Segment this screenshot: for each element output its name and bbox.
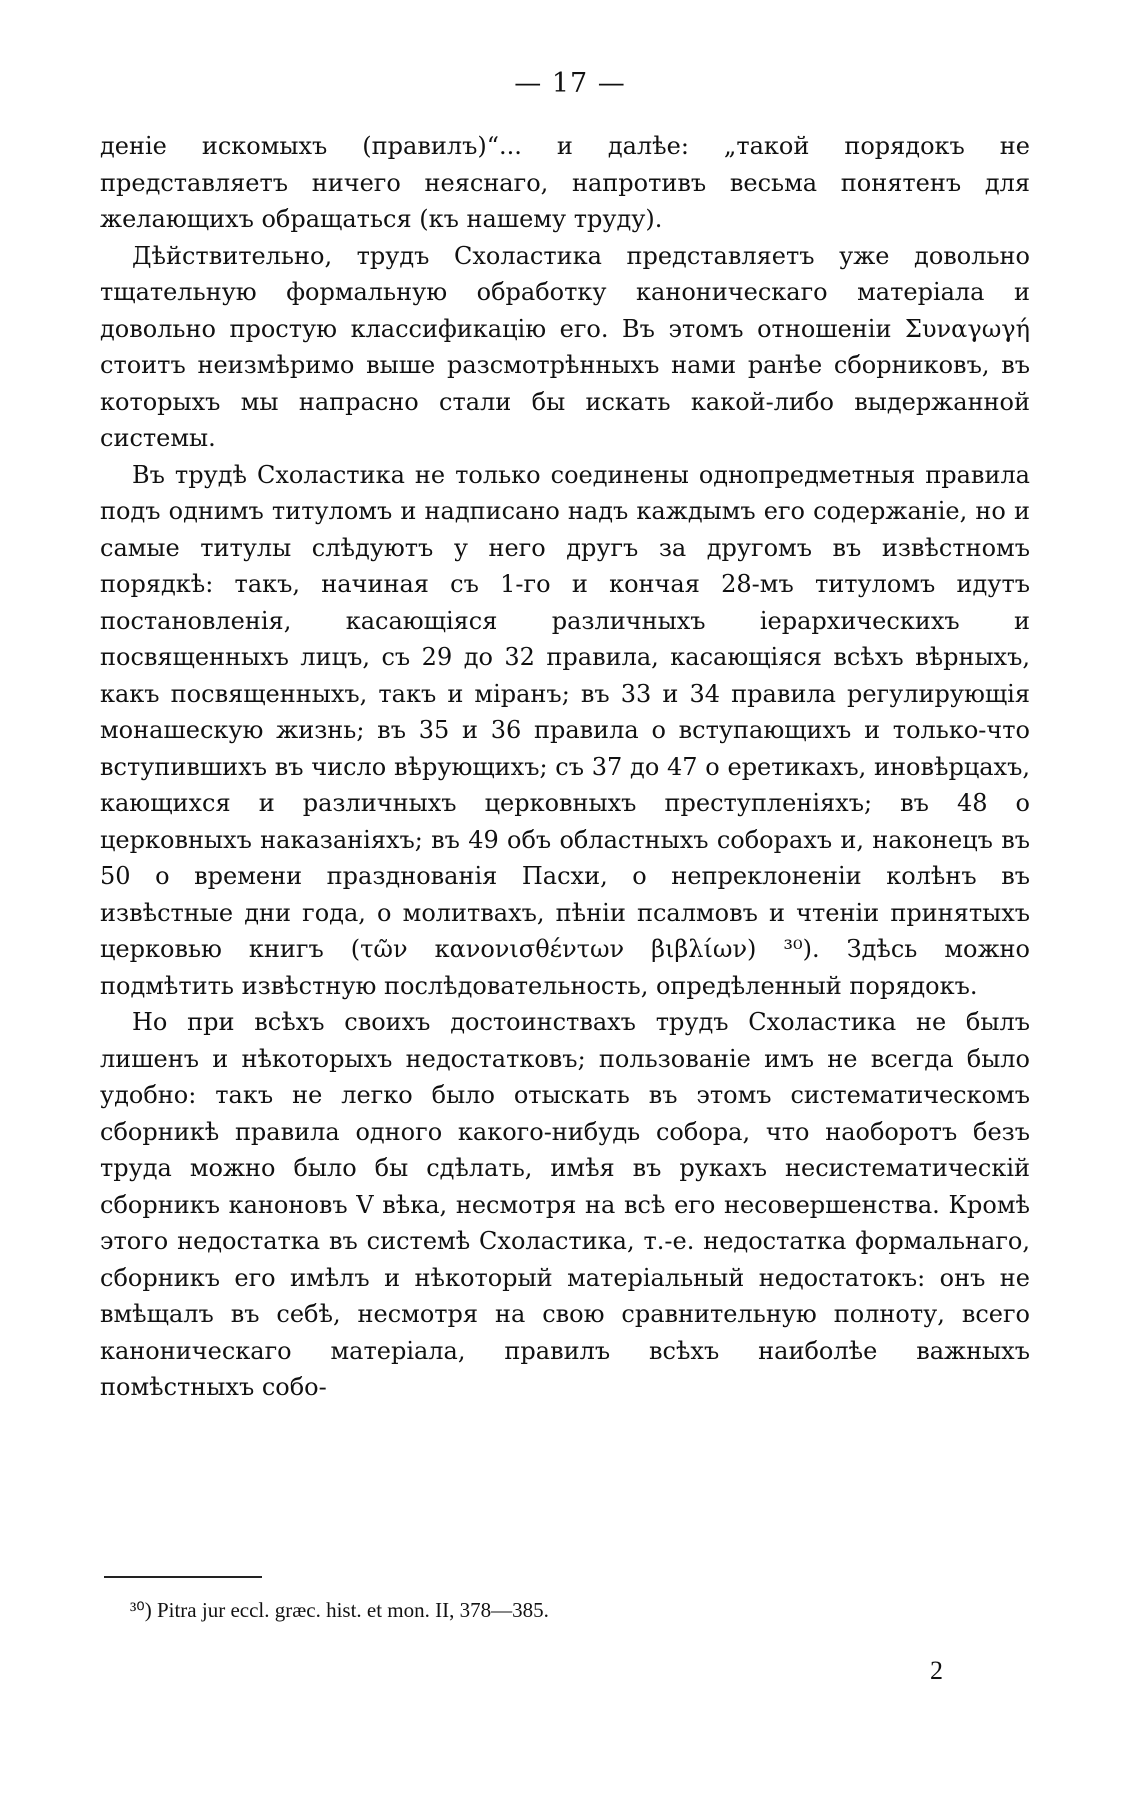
paragraph-continuation: деніе искомыхъ (правилъ)“... и далѣе: „такой порядокъ не представляетъ ничего неяснаго, напротивъ весьма понятенъ для желающихъ обращаться (къ нашему труду). <box>100 132 1030 233</box>
page-number: — 17 — <box>514 68 626 99</box>
paragraph: Но при всѣхъ своихъ достоинствахъ трудъ Схоластика не былъ лишенъ и нѣкоторыхъ недостатковъ; пользованіе имъ не всегда было удобно: такъ не легко было отыскать въ этомъ систематическомъ сборникѣ правила одного какого-нибудь собора, что наоборотъ безъ труда можно было бы сдѣлать, имѣя въ рукахъ несистематическій сборникъ каноновъ V вѣка, несмотря на всѣ его несовершенства. Кромѣ этого недостатка въ системѣ Схоластика, т.-е. недостатка формальнаго, сборникъ его имѣлъ и нѣкоторый матеріальный недостатокъ: онъ не вмѣщалъ въ себѣ, несмотря на свою сравнительную полноту, всего каноническаго матеріала, правилъ всѣхъ наиболѣе важныхъ помѣстныхъ собо- <box>100 1008 1030 1401</box>
footnote-divider <box>104 1576 262 1578</box>
paragraph: Дѣйствительно, трудъ Схоластика представляетъ уже довольно тщательную формальную обработку каноническаго матеріала и довольно простую классификацію его. Въ этомъ отношеніи Συναγωγή стоитъ неизмѣримо выше разсмотрѣнныхъ нами ранѣе сборниковъ, въ которыхъ мы напрасно стали бы искать какой-либо выдержанной системы. <box>100 241 1030 452</box>
signature-mark: 2 <box>930 1656 943 1685</box>
body-text <box>100 128 1030 1406</box>
paragraph: Въ трудѣ Схоластика не только соединены однопредметныя правила подъ однимъ титуломъ и надписано надъ каждымъ его содержаніе, но и самые титулы слѣдуютъ у него другъ за другомъ въ извѣстномъ порядкѣ: такъ, начиная съ 1-го и кончая 28-мъ титуломъ идутъ постановленія, касающіяся различныхъ іерархическихъ и посвященныхъ лицъ, съ 29 до 32 правила, касающіяся всѣхъ вѣрныхъ, какъ посвященныхъ, такъ и міранъ; въ 33 и 34 правила регулирующія монашескую жизнь; въ 35 и 36 правила о вступающихъ и только-что вступившихъ въ число вѣрующихъ; съ 37 до 47 о еретикахъ, иновѣрцахъ, кающихся и различныхъ церковныхъ преступленіяхъ; въ 48 о церковныхъ наказаніяхъ; въ 49 объ областныхъ соборахъ и, наконецъ въ 50 о времени празднованія Пасхи, о непреклоненіи колѣнъ въ извѣстные дни года, о молитвахъ, пѣніи псалмовъ и чтеніи принятыхъ церковью книгъ (τῶν κανονισθέντων βιβλίων) ³⁰). Здѣсь можно подмѣтить извѣстную послѣдовательность, опредѣленный порядокъ. <box>100 460 1030 1000</box>
footnote: ³⁰) Pitra jur eccl. græc. hist. et mon. II, 378—385. <box>130 1598 549 1622</box>
